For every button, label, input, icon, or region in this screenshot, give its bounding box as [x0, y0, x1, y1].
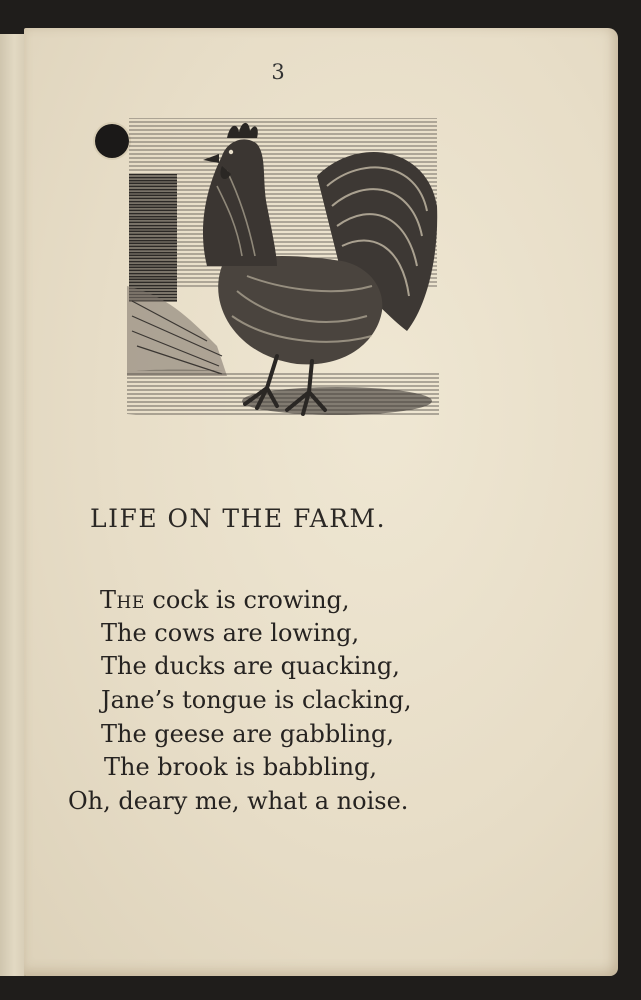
poem-line	[100, 586, 350, 614]
rooster-engraving-icon	[127, 116, 439, 436]
poem-line: The geese are gabbling,	[101, 720, 395, 748]
poem-line: The brook is babbling,	[104, 753, 378, 781]
poem-line: Oh, deary me, what a noise.	[68, 787, 409, 815]
poem-line: The cows are lowing,	[101, 619, 360, 647]
poem-line: The ducks are quacking,	[101, 652, 400, 680]
page-number: 3	[271, 60, 285, 84]
poem-first-word: The	[100, 586, 145, 614]
poem-line-1-rest: cock is crowing,	[144, 586, 350, 614]
page-title: LIFE ON THE FARM.	[90, 504, 387, 533]
poem-line: Jane’s tongue is clacking,	[101, 686, 412, 714]
previous-page-edge	[0, 34, 25, 976]
punch-hole	[95, 124, 129, 158]
